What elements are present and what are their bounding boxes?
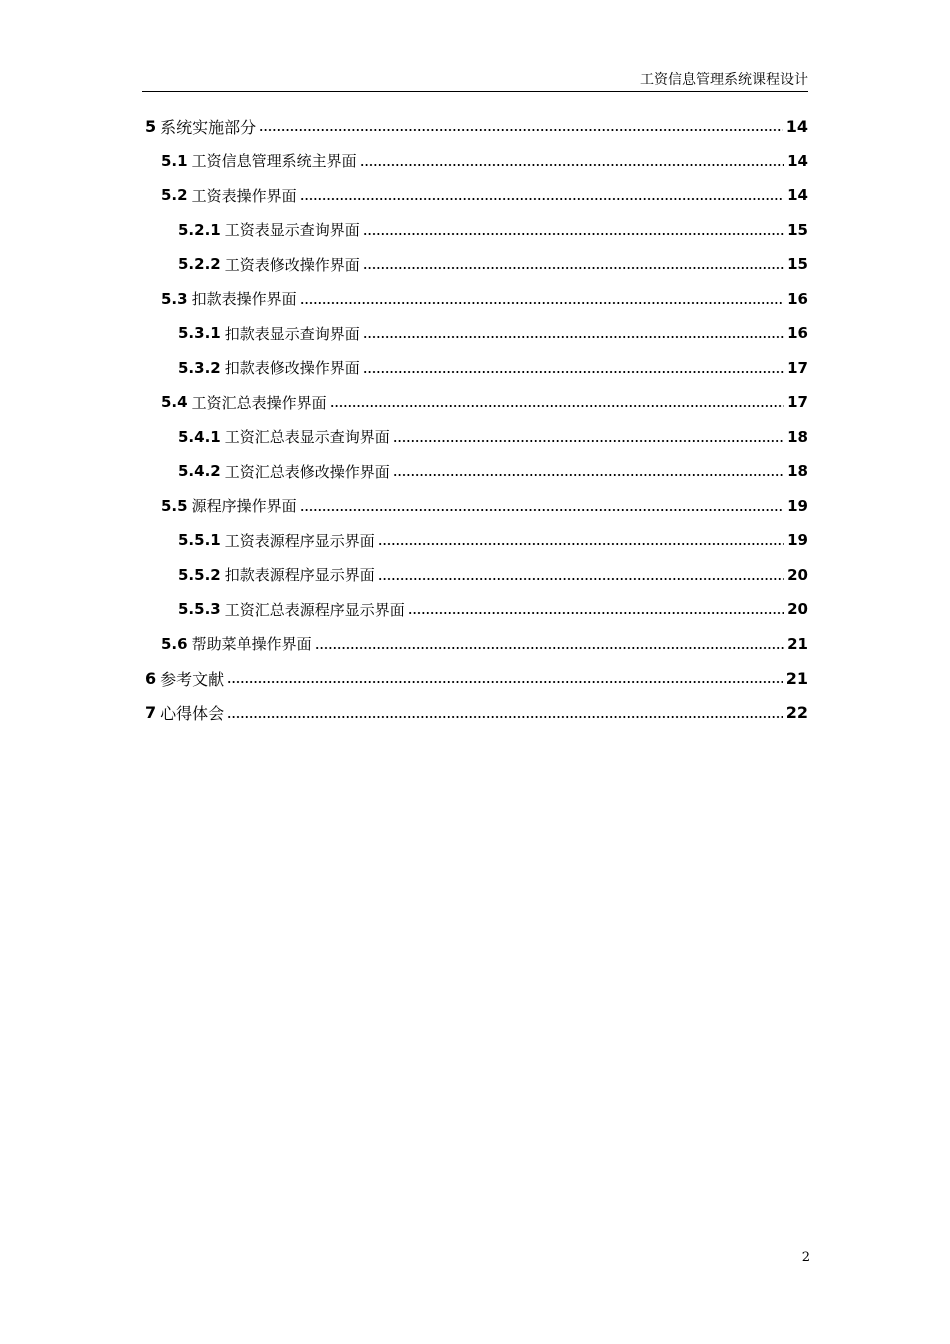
toc-entry-title: 扣款表操作界面 — [191, 290, 297, 309]
toc-entry[interactable] — [142, 627, 808, 662]
toc-entry-number: 5.3.2 — [178, 358, 221, 377]
toc-entry-number: 5.1 — [161, 151, 188, 170]
toc-entry[interactable] — [142, 558, 808, 593]
toc-dot-leader — [363, 231, 784, 237]
toc-entry[interactable] — [142, 282, 808, 317]
toc-entry[interactable] — [142, 696, 808, 731]
toc-entry-page: 18 — [787, 462, 808, 481]
toc-entry-page: 22 — [785, 703, 808, 723]
toc-entry-title: 工资表修改操作界面 — [224, 255, 360, 274]
toc-dot-leader — [378, 576, 784, 582]
toc-entry-page: 19 — [787, 531, 808, 550]
toc-dot-leader — [300, 196, 785, 202]
toc-entry-title: 系统实施部分 — [160, 117, 257, 137]
toc-entry-title: 工资汇总表源程序显示界面 — [224, 600, 405, 619]
toc-dot-leader — [330, 403, 785, 409]
header-rule — [142, 91, 808, 92]
toc-entry-number: 6 — [145, 668, 157, 688]
toc-entry[interactable] — [142, 144, 808, 179]
toc-entry[interactable] — [142, 351, 808, 386]
toc-dot-leader — [363, 265, 784, 271]
toc-entry-number: 5.5.1 — [178, 531, 221, 550]
toc-entry-number: 5.5.2 — [178, 565, 221, 584]
toc-dot-leader — [393, 438, 784, 444]
toc-entry-title: 工资信息管理系统主界面 — [191, 152, 357, 171]
toc-dot-leader — [360, 162, 785, 168]
toc-entry[interactable] — [142, 592, 808, 627]
toc-entry-number: 7 — [145, 703, 157, 723]
toc-entry-number: 5.2.2 — [178, 255, 221, 274]
toc-entry-title: 源程序操作界面 — [191, 497, 297, 516]
toc-entry-title: 工资汇总表显示查询界面 — [224, 428, 390, 447]
toc-entry-number: 5.4 — [161, 393, 188, 412]
toc-entry-page: 16 — [787, 289, 808, 308]
toc-dot-leader — [363, 369, 784, 375]
toc-entry-number: 5.5.3 — [178, 600, 221, 619]
toc-entry-number: 5.2.1 — [178, 220, 221, 239]
toc-entry-number: 5.4.2 — [178, 462, 221, 481]
toc-entry-number: 5.6 — [161, 634, 188, 653]
toc-dot-leader — [363, 334, 784, 340]
toc-entry[interactable] — [142, 109, 808, 144]
toc-entry-title: 工资汇总表修改操作界面 — [224, 462, 390, 481]
toc-entry[interactable] — [142, 316, 808, 351]
toc-entry-title: 工资表显示查询界面 — [224, 221, 360, 240]
toc-entry-number: 5.2 — [161, 186, 188, 205]
toc-entry-page: 21 — [785, 668, 808, 688]
toc-entry[interactable] — [142, 489, 808, 524]
toc-entry-page: 15 — [787, 255, 808, 274]
page-number: 2 — [801, 1250, 810, 1265]
toc-entry-number: 5.3.1 — [178, 324, 221, 343]
toc-entry-page: 16 — [787, 324, 808, 343]
toc-entry-title: 扣款表源程序显示界面 — [224, 566, 375, 585]
toc-entry-number: 5.3 — [161, 289, 188, 308]
toc-dot-leader — [378, 541, 784, 547]
toc-entry-number: 5.5 — [161, 496, 188, 515]
toc-entry-page: 20 — [787, 600, 808, 619]
toc-dot-leader — [259, 127, 783, 133]
toc-entry-title: 扣款表显示查询界面 — [224, 324, 360, 343]
toc-entry-page: 20 — [787, 565, 808, 584]
toc-entry-page: 17 — [787, 358, 808, 377]
toc-entry-title: 工资表源程序显示界面 — [224, 531, 375, 550]
toc-entry-page: 19 — [787, 496, 808, 515]
toc-dot-leader — [227, 679, 783, 685]
toc-dot-leader — [300, 507, 785, 513]
toc-entry-page: 15 — [787, 220, 808, 239]
toc-entry-page: 14 — [787, 151, 808, 170]
toc-entry-title: 帮助菜单操作界面 — [191, 635, 312, 654]
running-header: 工资信息管理系统课程设计 — [640, 72, 808, 88]
toc-dot-leader — [393, 472, 784, 478]
toc-dot-leader — [408, 610, 784, 616]
toc-entry-number: 5 — [145, 116, 157, 136]
toc-entry-title: 扣款表修改操作界面 — [224, 359, 360, 378]
toc-entry[interactable] — [142, 385, 808, 420]
toc-entry-page: 21 — [787, 634, 808, 653]
toc-entry-title: 工资汇总表操作界面 — [191, 393, 327, 412]
toc-entry[interactable] — [142, 178, 808, 213]
toc-entry[interactable] — [142, 454, 808, 489]
toc-entry-title: 工资表操作界面 — [191, 186, 297, 205]
toc-entry[interactable] — [142, 247, 808, 282]
toc-entry[interactable] — [142, 661, 808, 696]
toc-entry[interactable] — [142, 213, 808, 248]
toc-entry-page: 14 — [785, 116, 808, 136]
toc-entry-number: 5.4.1 — [178, 427, 221, 446]
toc-entry-title: 心得体会 — [160, 704, 225, 724]
toc-entry-page: 14 — [787, 186, 808, 205]
toc-entry-title: 参考文献 — [160, 669, 225, 689]
table-of-contents — [142, 109, 808, 730]
toc-entry-page: 18 — [787, 427, 808, 446]
toc-entry[interactable] — [142, 420, 808, 455]
toc-dot-leader — [300, 300, 785, 306]
toc-dot-leader — [315, 645, 785, 651]
toc-entry[interactable] — [142, 523, 808, 558]
toc-dot-leader — [227, 714, 783, 720]
toc-entry-page: 17 — [787, 393, 808, 412]
